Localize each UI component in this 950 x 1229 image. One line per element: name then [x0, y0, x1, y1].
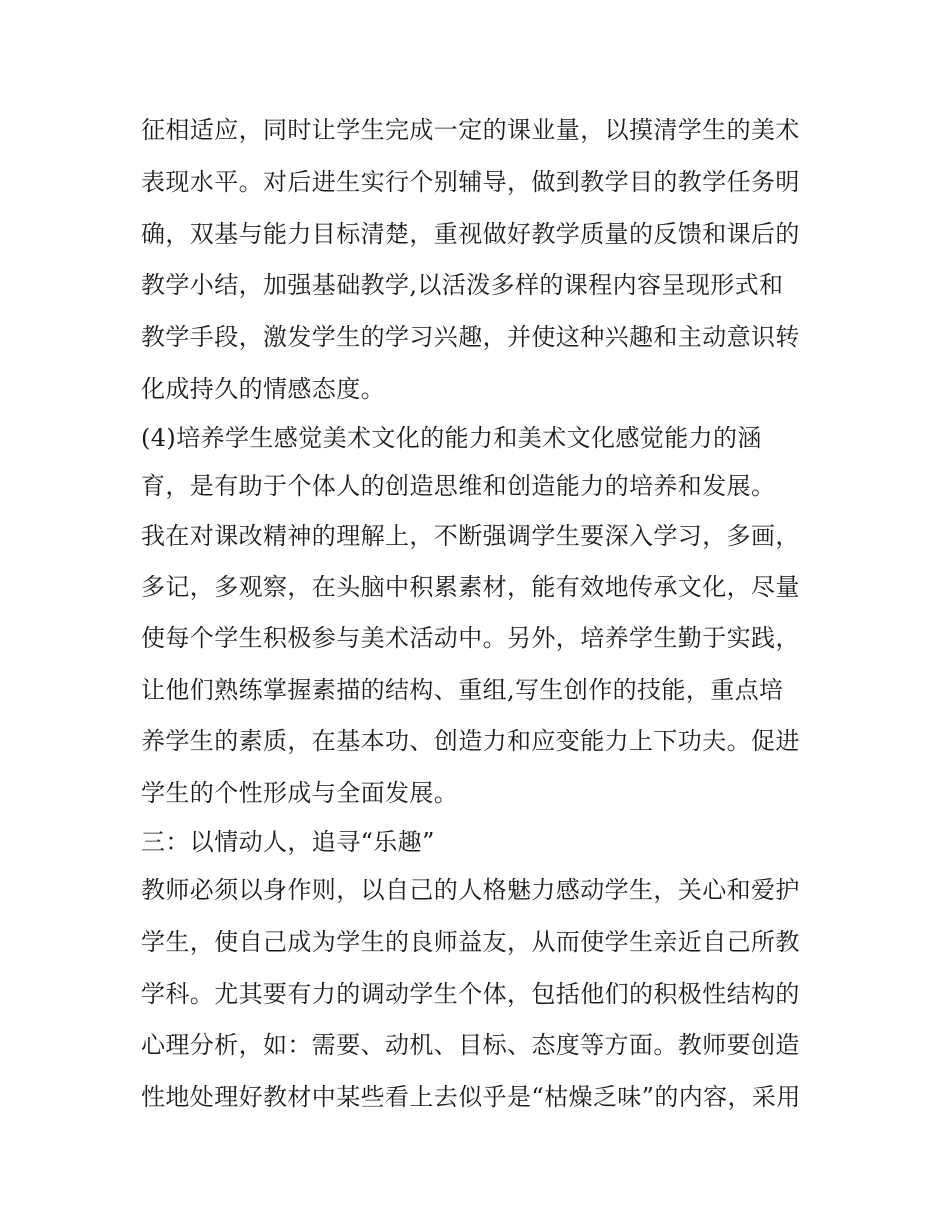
text-line: 我在对课改精神的理解上，不断强调学生要深入学习，多画， [141, 522, 800, 550]
text-line: 使每个学生积极参与美术活动中。另外，培养学生勤于实践， [141, 624, 800, 652]
text-line: (4)培养学生感觉美术文化的能力和美术文化感觉能力的涵 [141, 424, 762, 452]
text-line: 学科。尤其要有力的调动学生个体，包括他们的积极性结构的 [141, 980, 800, 1008]
text-line: 多记，多观察，在头脑中积累素材，能有效地传承文化，尽量 [141, 573, 800, 601]
text-line: 化成持久的情感态度。 [141, 375, 385, 403]
text-line: 心理分析，如：需要、动机、目标、态度等方面。教师要创造 [141, 1031, 800, 1059]
text-line: 养学生的素质，在基本功、创造力和应变能力上下功夫。促进 [141, 727, 800, 755]
text-line: 教师必须以身作则，以自己的人格魅力感动学生，关心和爱护 [141, 876, 800, 904]
text-line: 教学手段，激发学生的学习兴趣，并使这种兴趣和主动意识转 [141, 323, 800, 351]
text-line: 学生的个性形成与全面发展。 [141, 779, 459, 807]
text-line: 育，是有助于个体人的创造思维和创造能力的培养和发展。 [141, 472, 776, 500]
section-heading: 三：以情动人，追寻“乐趣” [141, 828, 435, 856]
text-line: 性地处理好教材中某些看上去似乎是“枯燥乏味”的内容，采用 [141, 1083, 801, 1111]
text-line: 学生，使自己成为学生的良师益友，从而使学生亲近自己所教 [141, 928, 800, 956]
text-line: 征相适应，同时让学生完成一定的课业量，以摸清学生的美术 [141, 116, 800, 144]
text-line: 教学小结，加强基础教学,以活泼多样的课程内容呈现形式和 [141, 271, 784, 299]
text-line: 让他们熟练掌握素描的结构、重组,写生创作的技能，重点培 [141, 676, 784, 704]
text-line: 表现水平。对后进生实行个别辅导，做到教学目的教学任务明 [141, 168, 800, 196]
text-line: 确，双基与能力目标清楚，重视做好教学质量的反馈和课后的 [141, 220, 800, 248]
